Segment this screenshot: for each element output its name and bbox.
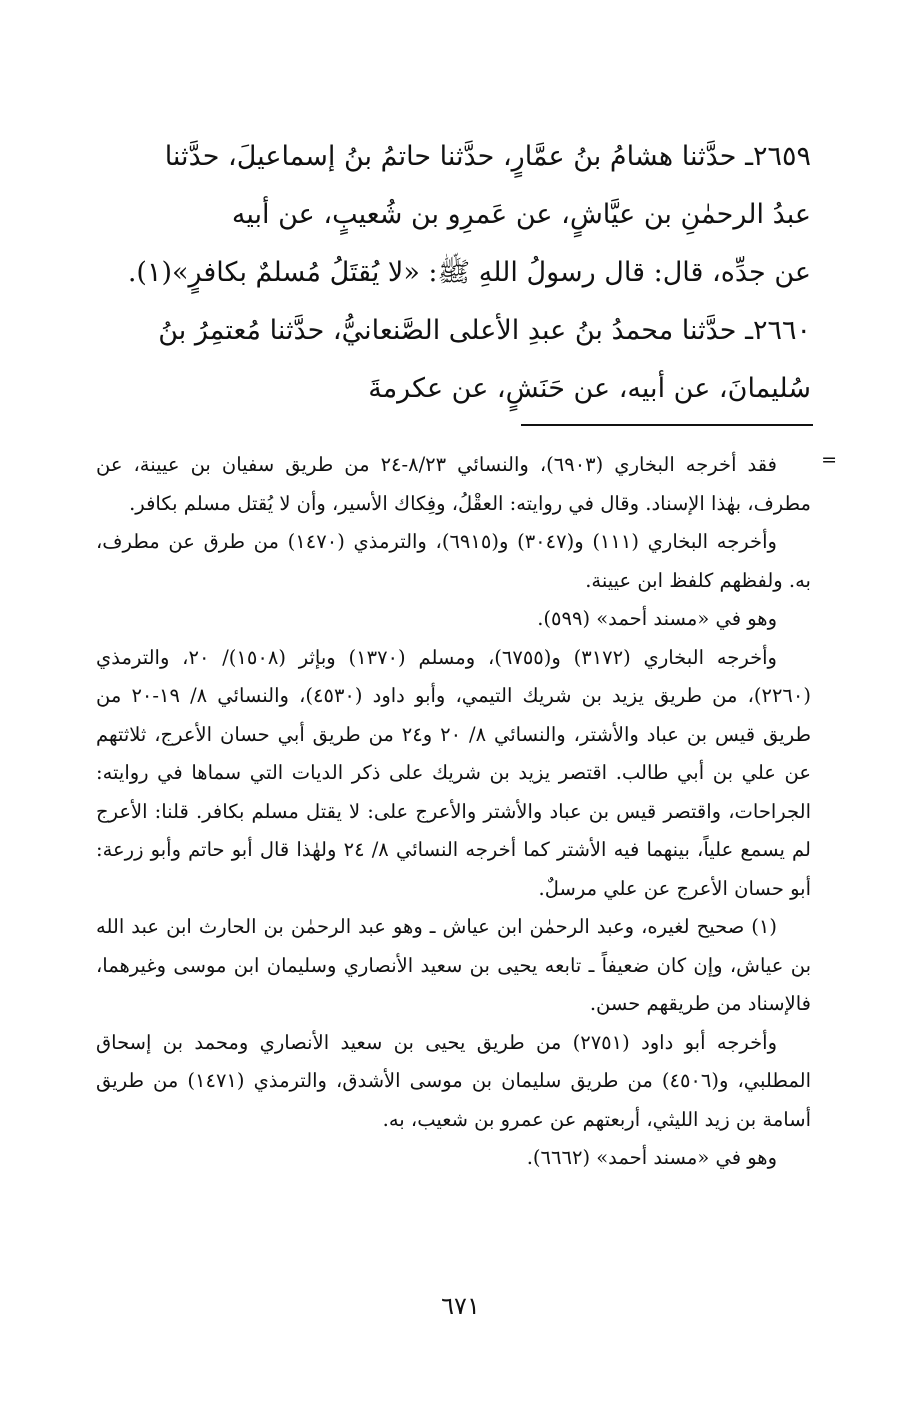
footnote-paragraph: فقد أخرجه البخاري (٦٩٠٣)، والنسائي ٨/٢٣-٢٤ من طريق سفيان بن عيينة، عن مطرف، بهٰذا الإسناد. وقال في روايته: العقْلُ، وفِكاك الأسير، وأن لا يُقتل مسلم بكافر. [96,453,811,515]
hadith-2660-line-2: سُليمانَ، عن أبيه، عن حَنَشٍ، عن عكرمةَ [368,373,811,404]
footnote-separator [521,424,813,426]
continuation-mark: = [821,449,837,471]
footnote-paragraph: وأخرجه أبو داود (٢٧٥١) من طريق يحيى بن سعيد الأنصاري ومحمد بن إسحاق المطلبي، و(٤٥٠٦) من طريق سليمان بن موسى الأشدق، والترمذي (١٤٧١) من طريق أسامة بن زيد الليثي، أربعتهم عن عمرو بن شعيب، به. [96,1030,811,1131]
hadith-2660-line-1: ٢٦٦٠ـ حدَّثنا محمدُ بنُ عبدِ الأعلى الصَّنعانيُّ، حدَّثنا مُعتمِرُ بنُ [158,315,811,346]
footnote-paragraph: وهو في «مسند أحمد» (٦٦٦٢). [526,1146,777,1169]
footnote-paragraph: وهو في «مسند أحمد» (٥٩٩). [537,607,777,630]
footnote-paragraph: وأخرجه البخاري (١١١) و(٣٠٤٧) و(٦٩١٥)، والترمذي (١٤٧٠) من طرق عن مطرف، به. ولفظهم كلفظ ابن عيينة. [96,530,811,592]
footnote-1: (١) صحيح لغيره، وعبد الرحمٰن ابن عياش ـ وهو عبد الرحمٰن بن الحارث ابن عبد الله بن عياش، وإن كان ضعيفاً ـ تابعه يحيى بن سعيد الأنصاري وسليمان ابن موسى وغيرهما، فالإسناد من طريقهم حسن. [96,915,811,1015]
footnotes [96,446,811,1178]
hadith-2659-line-2: عبدُ الرحمٰنِ بن عيَّاشٍ، عن عَمرِو بن شُعيبٍ، عن أبيه [231,199,811,230]
hadith-2659-line-3: عن جدِّه، قال: قال رسولُ اللهِ ﷺ: «لا يُقتَلُ مُسلمٌ بكافرٍ»(١). [127,257,811,288]
page-number: ٦٧١ [441,1292,480,1320]
footnote-paragraph: وأخرجه البخاري (٣١٧٢) و(٦٧٥٥)، ومسلم (١٣٧٠) وبإثر (١٥٠٨)/ ٢٠، والترمذي (٢٢٦٠)، من طريق يزيد بن شريك التيمي، وأبو داود (٤٥٣٠)، والنسائي ٨/ ١٩-٢٠ من طريق قيس بن عباد والأشتر، والنسائي ٨/ ٢٠ و٢٤ من طريق أبي حسان الأعرج، ثلاثتهم عن علي بن أبي طالب. اقتصر يزيد بن شريك على ذكر الديات التي سماها في روايته: الجراحات، واقتصر قيس بن عباد والأشتر والأعرج على: لا يقتل مسلم بكافر. قلنا: الأعرج لم يسمع علياً، بينهما فيه الأشتر كما أخرجه النسائي ٨/ ٢٤ ولهٰذا قال أبو حاتم وأبو زرعة: أبو حسان الأعرج عن علي مرسلٌ. [96,645,811,900]
main-text [96,128,811,418]
hadith-2659-line-1: ٢٦٥٩ـ حدَّثنا هشامُ بنُ عمَّارٍ، حدَّثنا حاتمُ بنُ إسماعيلَ، حدَّثنا [164,141,811,172]
